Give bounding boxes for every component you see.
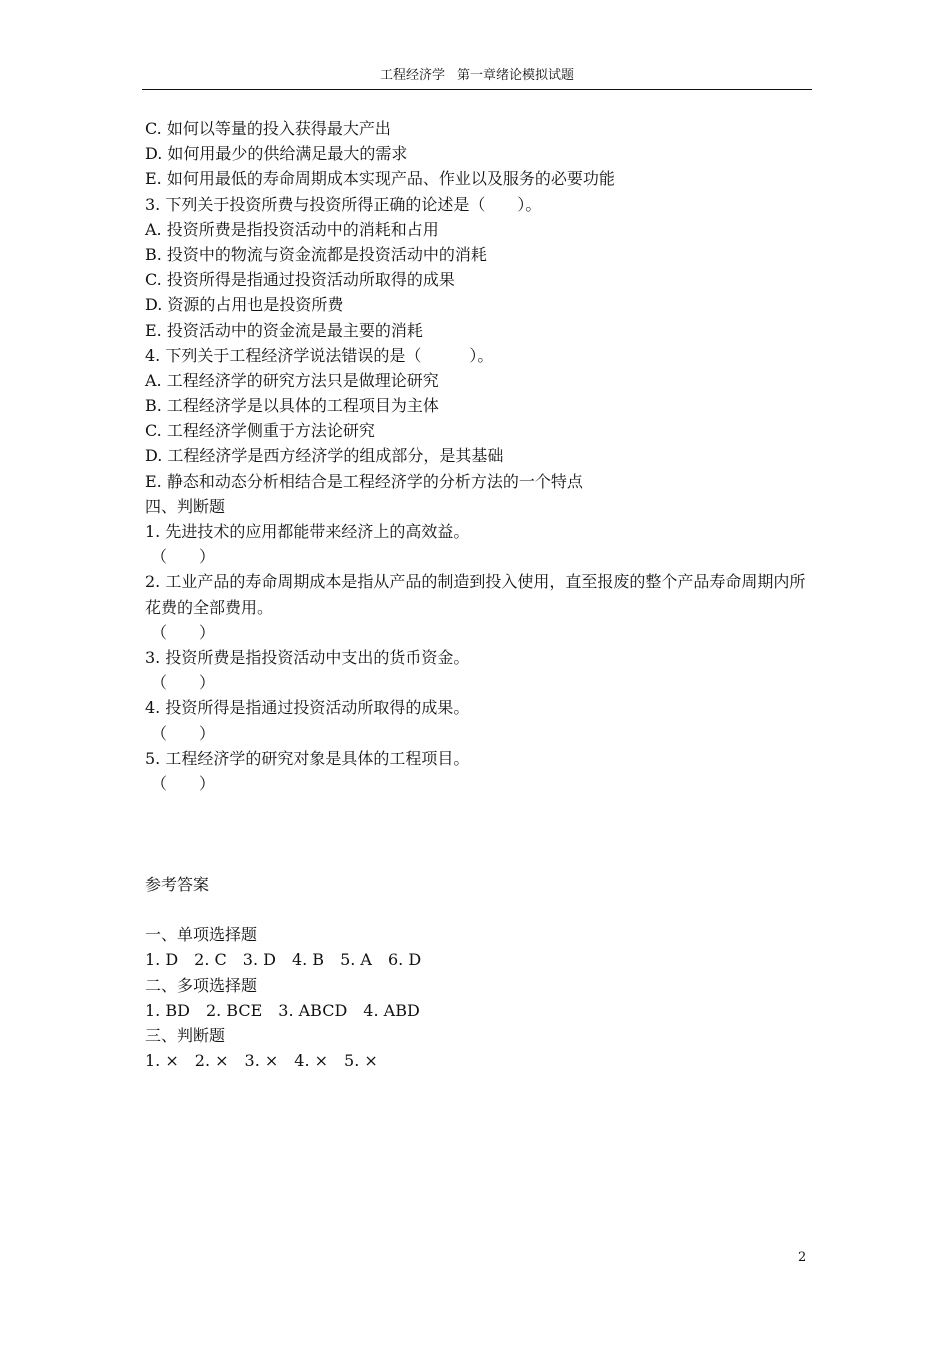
- q3-option-c: C. 投资所得是指通过投资活动所取得的成果: [145, 270, 455, 290]
- page-number: 2: [798, 1250, 807, 1265]
- document-body: [145, 116, 810, 1073]
- q4-option-d: D. 工程经济学是西方经济学的组成部分，是其基础: [145, 446, 504, 466]
- judge-item-1: 1. 先进技术的应用都能带来经济上的高效益。: [145, 522, 470, 541]
- judge-item-4: 4. 投资所得是指通过投资活动所取得的成果。: [145, 698, 470, 718]
- answer-single-choice-title: 一、单项选择题: [145, 925, 258, 945]
- q3-option-a: A. 投资所费是指投资活动中的消耗和占用: [145, 219, 439, 239]
- q4-option-a: A. 工程经济学的研究方法只是做理论研究: [145, 370, 439, 390]
- judge-answer-blank: （ ）: [151, 547, 216, 567]
- answer-single-choice: 1. D 2. C 3. D 4. B 5. A 6. D: [145, 950, 422, 970]
- header-course: 工程经济学: [379, 68, 445, 83]
- q3-option-d: D. 资源的占用也是投资所费: [145, 295, 344, 315]
- judge-answer-blank: （ ）: [151, 773, 216, 793]
- q2-option-e: E. 如何用最低的寿命周期成本实现产品、作业以及服务的必要功能: [145, 169, 615, 189]
- judge-answer-blank: （ ）: [151, 622, 216, 642]
- judge-item-2: 2. 工业产品的寿命周期成本是指从产品的制造到投入使用，直至报废的整个产品寿命周期内所花费的全部费用。: [145, 572, 806, 617]
- answer-judgement-title: 三、判断题: [145, 1026, 226, 1046]
- judge-item-3: 3. 投资所费是指投资活动中支出的货币资金。: [145, 647, 470, 667]
- q2-option-c: C. 如何以等量的投入获得最大产出: [145, 119, 391, 138]
- answer-key-title: 参考答案: [145, 875, 210, 895]
- answer-multi-choice-title: 二、多项选择题: [145, 975, 258, 995]
- judge-item-5: 5. 工程经济学的研究对象是具体的工程项目。: [145, 748, 470, 768]
- answer-judgement: 1. × 2. × 3. × 4. × 5. ×: [145, 1051, 378, 1071]
- judge-answer-blank: （ ）: [151, 723, 216, 743]
- q4-stem: 4. 下列关于工程经济学说法错误的是（ ）。: [145, 345, 494, 365]
- answer-multi-choice: 1. BD 2. BCE 3. ABCD 4. ABD: [145, 1000, 420, 1020]
- answer-key: [145, 872, 810, 1073]
- judge-answer-blank: （ ）: [151, 673, 216, 693]
- page-header: [142, 66, 812, 90]
- q3-option-b: B. 投资中的物流与资金流都是投资活动中的消耗: [145, 244, 487, 264]
- section-title-judgement: 四、判断题: [145, 496, 226, 516]
- q3-option-e: E. 投资活动中的资金流是最主要的消耗: [145, 320, 423, 340]
- q3-stem: 3. 下列关于投资所费与投资所得正确的论述是（ ）。: [145, 194, 542, 214]
- q4-option-c: C. 工程经济学侧重于方法论研究: [145, 421, 375, 441]
- q4-option-e: E. 静态和动态分析相结合是工程经济学的分析方法的一个特点: [145, 471, 583, 491]
- q2-option-d: D. 如何用最少的供给满足最大的需求: [145, 144, 408, 164]
- header-chapter-title: 第一章绪论模拟试题: [457, 68, 575, 83]
- q4-option-b: B. 工程经济学是以具体的工程项目为主体: [145, 396, 439, 416]
